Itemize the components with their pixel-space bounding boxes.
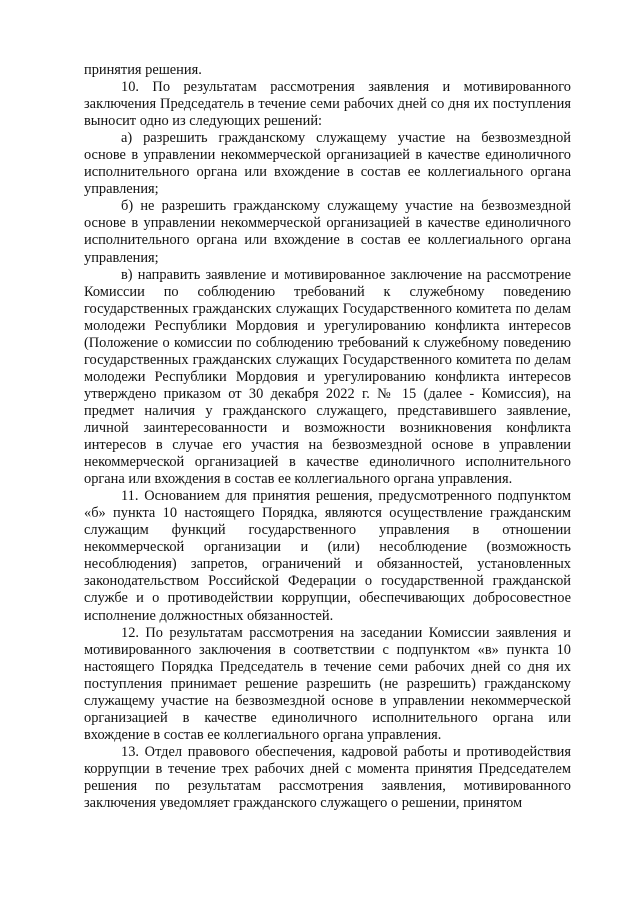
paragraph-item-11: 11. Основанием для принятия решения, предусмотренного подпунктом «б» пункта 10 настоящего Порядка, являются осуществление гражданским служащим функций государственного управления в отношении некоммерческой организации и (или) несоблюдение (возможность несоблюдения) запретов, ограничений и обязанностей, установленных законодательством Российской Федерации о государственной гражданской службе и о противодействии коррупции, обеспечивающих добросовестное исполнение должностных обязанностей. <box>84 488 571 624</box>
paragraph-item-10b: б) не разрешить гражданскому служащему участие на безвозмездной основе в управлении некоммерческой организацией в качестве единоличного исполнительного органа или вхождение в состав ее коллегиального органа управления; <box>84 198 571 266</box>
paragraph-item-10: 10. По результатам рассмотрения заявления и мотивированного заключения Председатель в течение семи рабочих дней со дня их поступления выносит одно из следующих решений: <box>84 79 571 130</box>
paragraph-continuation: принятия решения. <box>84 62 202 78</box>
document-page <box>84 62 571 812</box>
paragraph-item-10v: в) направить заявление и мотивированное заключение на рассмотрение Комиссии по соблюдению требований к служебному поведению государственных гражданских служащих Государственного комитета по делам молодежи Республики Мордовия и урегулированию конфликта интересов (Положение о комиссии по соблюдению требований к служебному поведению государственных гражданских служащих Государственного комитета по делам молодежи Республики Мордовия и урегулированию конфликта интересов утверждено приказом от 30 декабря 2022 г. № 15 (далее - Комиссия), на предмет наличия у гражданского служащего, представившего заявление, личной заинтересованности и возможности возникновения конфликта интересов в случае его участия на безвозмездной основе в управлении некоммерческой организацией в качестве единоличного исполнительного органа или вхождения в состав ее коллегиального органа управления. <box>84 266 571 488</box>
paragraph-item-13: 13. Отдел правового обеспечения, кадровой работы и противодействия коррупции в течение трех рабочих дней с момента принятия Председателем решения по результатам рассмотрения заявления, мотивированного заключения уведомляет гражданского служащего о решении, принятом <box>84 743 571 812</box>
paragraph-item-12: 12. По результатам рассмотрения на заседании Комиссии заявления и мотивированного заключения в соответствии с подпунктом «в» пункта 10 настоящего Порядка Председатель в течение семи рабочих дней со дня их поступления принимает решение разрешить (не разрешить) гражданскому служащему участие на безвозмездной основе в управлении некоммерческой организацией в качестве единоличного исполнительного органа или вхождение в состав ее коллегиального органа управления. <box>84 624 571 743</box>
paragraph-item-10a: а) разрешить гражданскому служащему участие на безвозмездной основе в управлении некоммерческой организацией в качестве единоличного исполнительного органа или вхождение в состав ее коллегиального органа управления; <box>84 130 571 198</box>
